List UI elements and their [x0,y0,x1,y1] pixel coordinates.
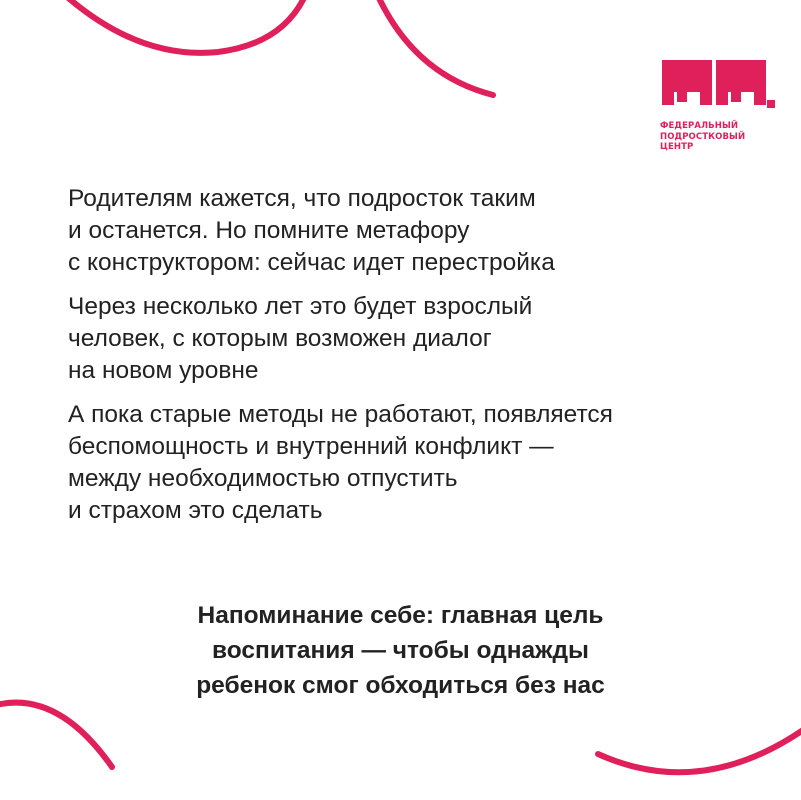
logo-caption-line: ЦЕНТР [660,142,694,152]
logo-caption [660,121,780,153]
logo-mark-icon [660,58,780,114]
paragraph-line: человек, с которым возможен диалог [68,325,492,352]
top-center-arc [378,0,493,95]
paragraph-line: на новом уровне [68,357,259,384]
bottom-left-arc [0,703,112,767]
paragraph-line: беспомощность и внутренний конфликт — [68,433,554,460]
callout-line: воспитания — чтобы однажды [212,637,589,664]
bottom-right-arc [598,730,801,772]
reminder-callout [0,598,801,703]
logo-caption-line: ФЕДЕРАЛЬНЫЙ [660,121,739,131]
paragraph-line: между необходимостью отпустить [68,465,458,492]
callout-line: Напоминание себе: главная цель [197,602,604,629]
paragraph-3 [68,399,758,527]
paragraph-line: и останется. Но помните метафору [68,217,470,244]
paragraph-2 [68,291,758,387]
paragraph-line: и страхом это сделать [68,497,323,524]
top-left-arc [66,0,305,53]
logo-caption-line: ПОДРОСТКОВЫЙ [660,131,746,142]
paragraph-line: Через несколько лет это будет взрослый [68,293,533,320]
federal-teen-center-logo [660,58,780,153]
paragraph-1 [68,183,758,279]
callout-line: ребенок смог обходиться без нас [196,672,605,699]
paragraph-line: Родителям кажется, что подросток таким [68,185,536,212]
paragraph-line: А пока старые методы не работают, появляется [68,401,613,428]
body-text [68,183,758,539]
paragraph-line: с конструктором: сейчас идет перестройка [68,249,555,276]
